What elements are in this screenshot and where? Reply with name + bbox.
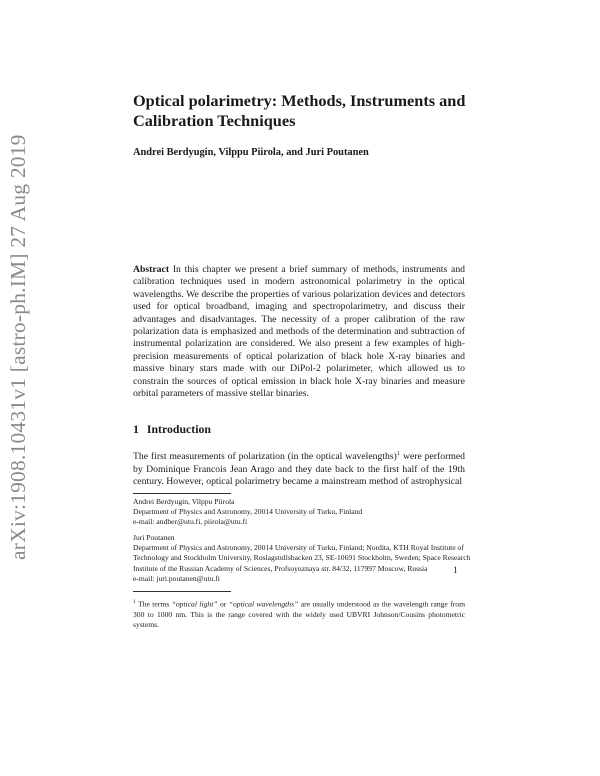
section-heading — [133, 422, 211, 437]
affiliation-block — [133, 533, 473, 584]
intro-text-end: were performed by Dominique Francois Jean Arago and they date back to the first half of the 19th century. However, optical polarimetry became a mainstream method of astrophysical — [133, 451, 466, 488]
footnote-term-optical-wavelengths: “optical wavelengths” — [228, 599, 299, 609]
affiliation-block — [133, 497, 473, 528]
abstract-label: Abstract — [133, 264, 170, 275]
footnote — [133, 597, 465, 630]
footnote-mark: 1 — [133, 599, 136, 605]
affiliation-email: e-mail: juri.poutanen@utu.fi — [133, 573, 220, 583]
affiliation-names: Andrei Berdyugin, Vilppu Piirola — [133, 497, 235, 506]
intro-text-start: The first measurements of polarization (in the optical wavelengths) — [133, 451, 397, 463]
intro-paragraph — [133, 448, 465, 488]
abstract — [133, 264, 465, 400]
section-number: 1 — [133, 422, 139, 436]
footnote-term-optical-light: “optical light” — [171, 599, 218, 609]
affiliation-names: Juri Poutanen — [133, 533, 175, 542]
footnote-separator-rule — [133, 591, 231, 592]
footnote-text-end: are usually understood as the wavelength range from 300 to 1000 nm. This is the range covered with the widely used UBVRI Johnson/Cousins photometric systems. — [133, 599, 465, 629]
footnote-text-start: The terms — [138, 599, 172, 609]
arxiv-identifier-stamp: arXiv:1908.10431v1 [astro-ph.IM] 27 Aug 2019 — [6, 134, 30, 560]
affiliation-address: Department of Physics and Astronomy, 20014 University of Turku, Finland; Nordita, KTH Royal Institute of Technology and Stockholm University, Roslagstullsbacken 23, SE-10691 Stockholm, Sweden; Space Research Institute of the Russian Academy of Sciences, Profsoyuznaya str. 84/32, 117997 Moscow, Russia — [133, 543, 471, 573]
affiliation-address: Department of Physics and Astronomy, 20014 University of Turku, Finland — [133, 507, 363, 517]
abstract-text: In this chapter we present a brief summary of methods, instruments and calibration techniques used in modern astronomical polarimetry in the optical wavelengths. We describe the properties of various polarization devices and detectors used for optical broadband, imaging and spectropolarimetry, and discuss their advantages and disadvantages. The necessity of a proper calibration of the raw polarization data is emphasized and methods of the determination and subtraction of instrumental polarization are considered. We also present a few examples of high-precision measurements of optical polarization of black hole X-ray binaries and massive binary stars made with our DiPol-2 polarimeter, which allowed us to constrain the sources of optical emission in black hole X-ray binaries and measure orbital parameters of massive stellar binaries. — [133, 264, 466, 400]
footnote-reference[interactable]: 1 — [396, 450, 401, 457]
footnote-text-mid: or — [217, 599, 229, 609]
affiliation-email: e-mail: andber@utu.fi, piirola@utu.fi — [133, 517, 248, 527]
author-list: Andrei Berdyugin, Vilppu Piirola, and Juri Poutanen — [133, 147, 369, 158]
footnote-separator-rule — [133, 493, 231, 494]
section-title: Introduction — [146, 422, 211, 436]
page-number: 1 — [453, 565, 458, 575]
paper-title: Optical polarimetry: Methods, Instruments and Calibration Techniques — [133, 91, 466, 130]
